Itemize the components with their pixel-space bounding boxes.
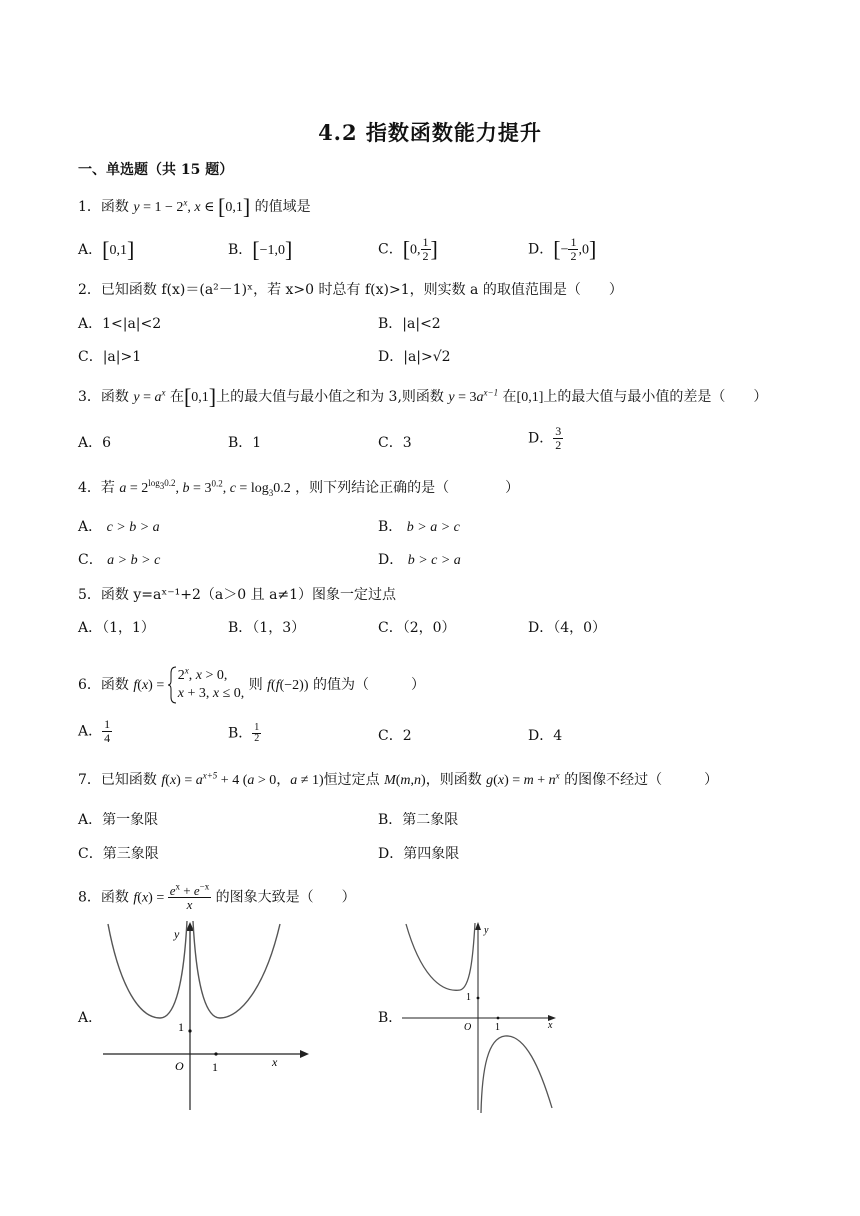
q7-option-c[interactable]: C．第三象限 [78, 846, 159, 862]
q8-option-b[interactable]: B． [378, 1010, 403, 1026]
section-heading: 一、单选题（共 15 题） [78, 162, 234, 178]
q2-option-a[interactable]: A．1<|a|<2 [78, 316, 162, 332]
q6-option-b[interactable]: B． $\frac{1}{2}$ [228, 722, 260, 744]
question-7: 7．已知函数 $f(x) = a^{x+5} + 4$ (a > 0，a ≠ 1)恒过定点 M(m,n)，则函数 $g(x) = m + n^x$ 的图像不经过（ ） [78, 770, 719, 788]
q4-option-b[interactable]: B． b > a > c [378, 519, 460, 535]
x-one-label: 1 [212, 1060, 218, 1074]
brace-icon [168, 665, 178, 705]
y-one-label: 1 [466, 992, 471, 1003]
q8-option-a[interactable]: A． [78, 1010, 103, 1026]
y-label: y [484, 925, 489, 936]
page-title: 4.2 指数函数能力提升 [318, 120, 542, 145]
x-label: x [272, 1055, 278, 1069]
question-8: 8．函数 f(x) = $\frac{e^x + e^{-x}}{x}$ 的图象大致是（ ） [78, 881, 356, 912]
q4-option-c[interactable]: C． a > b > c [78, 552, 161, 568]
q6-option-a[interactable]: A． $\frac{1}{4}$ [78, 717, 111, 745]
q2-option-b[interactable]: B．|a|<2 [378, 316, 441, 332]
q1-option-a[interactable]: A．[0,1] [78, 237, 135, 262]
y-one-label: 1 [178, 1020, 184, 1034]
q3-option-d[interactable]: D． $\frac{3}{2}$ [528, 424, 562, 452]
question-5: 5．函数 y=aˣ⁻¹+2（a＞0 且 a≠1）图象一定过点 [78, 587, 397, 603]
question-3: 3．函数 $y = a^x$ 在[0,1]上的最大值与最小值之和为 3,则函数 $y = 3a^{x-1}$ 在[0,1]上的最大值与最小值的差是（ ） [78, 384, 768, 409]
question-2: 2．已知函数 f(x)＝(a²－1)ˣ，若 x>0 时总有 f(x)>1，则实数 a 的取值范围是（ ） [78, 282, 623, 298]
q2-option-c[interactable]: C．|a|>1 [78, 349, 142, 365]
q1-option-b[interactable]: B．[−1,0] [228, 237, 293, 262]
q5-option-b[interactable]: B．（1，3） [228, 620, 306, 636]
y-axis-arrow-icon [475, 922, 481, 930]
graph-option-b [400, 918, 565, 1113]
q4-option-d[interactable]: D． b > c > a [378, 552, 461, 568]
q7-option-b[interactable]: B．第二象限 [378, 812, 459, 828]
q3-option-a[interactable]: A．6 [78, 435, 112, 451]
x-axis-arrow-icon [300, 1050, 309, 1058]
x-one-label: 1 [495, 1022, 500, 1033]
q7-option-a[interactable]: A．第一象限 [78, 812, 159, 828]
x-label: x [548, 1020, 553, 1031]
q6-option-c[interactable]: C．2 [378, 728, 412, 744]
graph-option-a [100, 918, 315, 1113]
origin-label: O [464, 1022, 472, 1033]
q3-option-c[interactable]: C．3 [378, 435, 412, 451]
q5-option-a[interactable]: A．（1，1） [78, 620, 155, 636]
origin-label: O [175, 1059, 184, 1073]
q2-option-d[interactable]: D．|a|>√2 [378, 349, 451, 365]
curve-right [193, 921, 280, 1018]
q7-option-d[interactable]: D．第四象限 [378, 846, 460, 862]
question-1: 1．函数 $y = 1 - 2^x$, x ∈ [0,1] 的值域是 [78, 194, 311, 219]
y-label: y [174, 927, 180, 941]
q5-option-c[interactable]: C．（2，0） [378, 620, 456, 636]
curve-left [406, 923, 475, 990]
q6-option-d[interactable]: D．4 [528, 728, 563, 744]
curve-right [481, 1036, 552, 1113]
q4-option-a[interactable]: A． c > b > a [78, 519, 160, 535]
q5-option-d[interactable]: D．（4，0） [528, 620, 607, 636]
question-6: 6．函数 f(x) = 2$^x$, x > 0, x + 3, x ≤ 0, 则 f(f(−2)) 的值为（ ） [78, 667, 425, 703]
q3-option-b[interactable]: B．1 [228, 435, 262, 451]
question-4: 4．若 $a = 2^{log_30.2}$, $b = 3^{0.2}$, $c = \log_30.2$ ，则下列结论正确的是（ ） [78, 478, 520, 498]
q1-option-d[interactable]: D．[− $\frac{1}{2}$ ,0] [528, 235, 597, 263]
q1-option-c[interactable]: C．[0, $\frac{1}{2}$ ] [378, 235, 438, 263]
